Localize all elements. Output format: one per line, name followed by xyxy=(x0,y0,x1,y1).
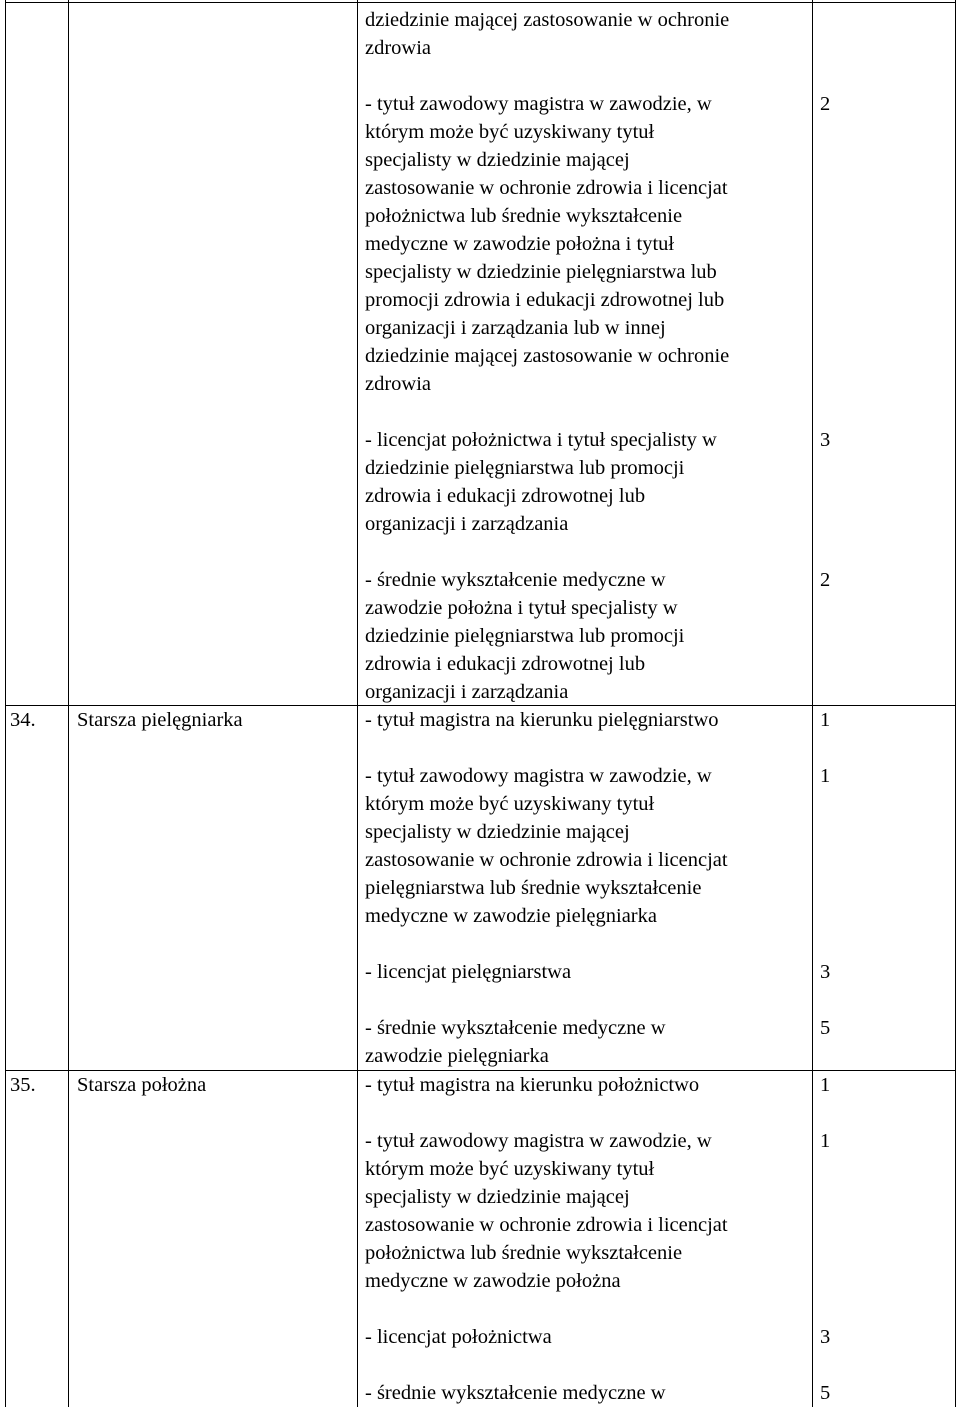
requirement-line: organizacji i zarządzania xyxy=(365,513,569,535)
requirement-line: położnictwa lub średnie wykształcenie xyxy=(365,1242,683,1264)
requirement-line: - średnie wykształcenie medyczne w xyxy=(365,569,666,591)
requirement-line: medyczne w zawodzie położna i tytuł xyxy=(365,233,675,255)
requirement-line: dziedzinie mającej zastosowanie w ochronie xyxy=(365,9,730,31)
table-border-right xyxy=(955,0,956,1407)
requirement-line: - tytuł zawodowy magistra w zawodzie, w xyxy=(365,1130,712,1152)
requirement-line: zawodzie pielęgniarka xyxy=(365,1045,549,1067)
requirement-line: - średnie wykształcenie medyczne w xyxy=(365,1382,666,1404)
years-value: 1 xyxy=(820,1074,831,1096)
requirement-line: dziedzinie pielęgniarstwa lub promocji xyxy=(365,457,685,479)
requirement-line: zdrowia i edukacji zdrowotnej lub xyxy=(365,485,646,507)
position-name: Starsza pielęgniarka xyxy=(77,709,243,731)
requirement-line: medyczne w zawodzie pielęgniarka xyxy=(365,905,657,927)
requirement-line: specjalisty w dziedzinie mającej xyxy=(365,821,630,843)
requirement-line: zdrowia xyxy=(365,373,432,395)
years-value: 3 xyxy=(820,429,831,451)
requirement-line: medyczne w zawodzie położna xyxy=(365,1270,621,1292)
position-name: Starsza położna xyxy=(77,1074,207,1096)
requirement-line: zdrowia xyxy=(365,37,432,59)
requirement-line: - licencjat położnictwa i tytuł specjalisty w xyxy=(365,429,717,451)
requirement-line: zastosowanie w ochronie zdrowia i licencjat xyxy=(365,849,728,871)
requirement-line: - tytuł zawodowy magistra w zawodzie, w xyxy=(365,765,712,787)
requirement-line: zastosowanie w ochronie zdrowia i licencjat xyxy=(365,1214,728,1236)
requirement-line: położnictwa lub średnie wykształcenie xyxy=(365,205,683,227)
requirement-line: - średnie wykształcenie medyczne w xyxy=(365,1017,666,1039)
requirement-line: którym może być uzyskiwany tytuł xyxy=(365,793,655,815)
requirement-line: - licencjat pielęgniarstwa xyxy=(365,961,572,983)
requirement-line: specjalisty w dziedzinie mającej xyxy=(365,149,630,171)
column-divider-requirements xyxy=(357,0,358,1407)
requirement-line: - tytuł magistra na kierunku położnictwo xyxy=(365,1074,700,1096)
requirement-line: zawodzie położna i tytuł specjalisty w xyxy=(365,597,678,619)
table-border-left xyxy=(5,0,6,1407)
requirement-line: dziedzinie mającej zastosowanie w ochronie xyxy=(365,345,730,367)
requirement-line: zdrowia i edukacji zdrowotnej lub xyxy=(365,653,646,675)
requirement-line: specjalisty w dziedzinie pielęgniarstwa lub xyxy=(365,261,717,283)
row-number: 34. xyxy=(10,709,36,731)
years-value: 5 xyxy=(820,1017,831,1039)
column-divider-years xyxy=(812,0,813,1407)
requirement-line: specjalisty w dziedzinie mającej xyxy=(365,1186,630,1208)
years-value: 1 xyxy=(820,709,831,731)
requirement-line: - tytuł magistra na kierunku pielęgniarstwo xyxy=(365,709,719,731)
requirement-line: - licencjat położnictwa xyxy=(365,1326,552,1348)
requirement-line: którym może być uzyskiwany tytuł xyxy=(365,1158,655,1180)
years-value: 5 xyxy=(820,1382,831,1404)
column-divider-name xyxy=(68,0,69,1407)
requirement-line: organizacji i zarządzania lub w innej xyxy=(365,317,666,339)
requirement-line: - tytuł zawodowy magistra w zawodzie, w xyxy=(365,93,712,115)
years-value: 3 xyxy=(820,1326,831,1348)
years-value: 2 xyxy=(820,93,831,115)
row-number: 35. xyxy=(10,1074,36,1096)
requirement-line: którym może być uzyskiwany tytuł xyxy=(365,121,655,143)
years-value: 3 xyxy=(820,961,831,983)
requirement-line: promocji zdrowia i edukacji zdrowotnej lub xyxy=(365,289,725,311)
requirement-line: pielęgniarstwa lub średnie wykształcenie xyxy=(365,877,702,899)
years-value: 1 xyxy=(820,765,831,787)
years-value: 2 xyxy=(820,569,831,591)
years-value: 1 xyxy=(820,1130,831,1152)
table-border-top xyxy=(5,2,956,3)
requirement-line: organizacji i zarządzania xyxy=(365,681,569,703)
requirement-line: zastosowanie w ochronie zdrowia i licencjat xyxy=(365,177,728,199)
requirement-line: dziedzinie pielęgniarstwa lub promocji xyxy=(365,625,685,647)
